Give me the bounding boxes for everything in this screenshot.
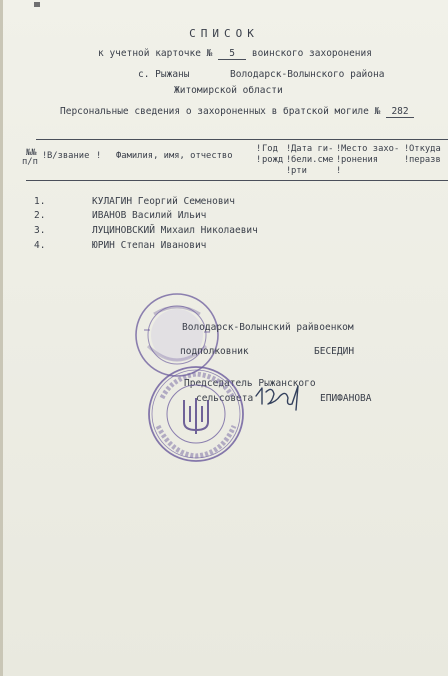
header-rank-sep: ! xyxy=(96,151,102,161)
subtitle-prefix: Персональные сведения о захороненных в братской могиле № xyxy=(60,106,381,117)
header-num-1: №№ xyxy=(26,148,37,158)
header-date-3: рти xyxy=(291,166,307,176)
header-name: Фамилия, имя, отчество xyxy=(116,151,233,161)
village-council-stamp xyxy=(146,364,246,464)
commander-name: БЕСЕДИН xyxy=(314,346,355,357)
header-year-sep-1: ! xyxy=(256,144,262,154)
header-place-2: ронения xyxy=(341,155,379,165)
chair-name: ЕПИФАНОВА xyxy=(320,393,372,404)
card-suffix: воинского захоронения xyxy=(251,48,372,59)
header-date-2: бели.сме xyxy=(291,155,334,165)
header-place-sep-1: ! xyxy=(336,144,342,154)
row-name: КУЛАГИН Георгий Семенович xyxy=(92,196,235,207)
table-top-rule xyxy=(36,139,448,140)
handwritten-signature xyxy=(252,382,312,414)
table-row xyxy=(34,240,294,251)
header-date-sep-3: ! xyxy=(286,166,292,176)
paper-edge xyxy=(0,0,3,676)
card-line xyxy=(98,48,372,60)
village-name: с. Рыжаны xyxy=(138,69,190,80)
header-num-sep: ! xyxy=(42,151,48,161)
district-name: Володарск-Волынского района xyxy=(230,69,385,80)
row-number: 1. xyxy=(34,196,46,207)
header-year-1: Год xyxy=(262,144,278,154)
trident-emblem-icon xyxy=(184,398,208,434)
chair-title: Председатель Рыжанского xyxy=(184,378,316,389)
row-name: ЮРИН Степан Иванович xyxy=(92,240,207,251)
binding-mark xyxy=(34,2,40,7)
header-place-sep-3: ! xyxy=(336,166,342,176)
header-date-sep-1: ! xyxy=(286,144,292,154)
header-date-sep-2: ! xyxy=(286,155,292,165)
subtitle-line xyxy=(60,106,414,118)
grave-number: 282 xyxy=(386,106,414,118)
table-row xyxy=(34,196,294,207)
header-rank: В/звание xyxy=(47,151,90,161)
table-row xyxy=(34,210,294,221)
row-number: 2. xyxy=(34,210,46,221)
header-from-1: Откуда xyxy=(409,144,441,154)
header-from-sep-2: ! xyxy=(404,155,410,165)
row-number: 4. xyxy=(34,240,46,251)
header-from-sep-1: ! xyxy=(404,144,410,154)
header-year-2: рожд xyxy=(262,155,284,165)
row-number: 3. xyxy=(34,225,46,236)
header-year-sep-2: ! xyxy=(256,155,262,165)
table-header-rule xyxy=(26,180,448,181)
card-number: 5 xyxy=(218,48,246,60)
row-name: ИВАНОВ Василий Ильич xyxy=(92,210,207,221)
header-from-2: перазв xyxy=(409,155,441,165)
commander-rank: подполковник xyxy=(180,346,249,357)
header-num-2: п/п xyxy=(22,157,38,167)
region-name: Житомирской области xyxy=(174,85,283,96)
header-place-1: Место захо- xyxy=(341,144,400,154)
header-place-sep-2: ! xyxy=(336,155,342,165)
card-prefix: к учетной карточке № xyxy=(98,48,213,59)
document-title: СПИСОК xyxy=(189,27,259,40)
office-title: Володарск-Волынский райвоенком xyxy=(182,322,354,333)
header-date-1: Дата ги- xyxy=(291,144,334,154)
row-name: ЛУЦИНОВСКИЙ Михаил Николаевич xyxy=(92,225,258,236)
table-row xyxy=(34,225,294,236)
chair-title-2: сельсовета xyxy=(196,393,254,404)
